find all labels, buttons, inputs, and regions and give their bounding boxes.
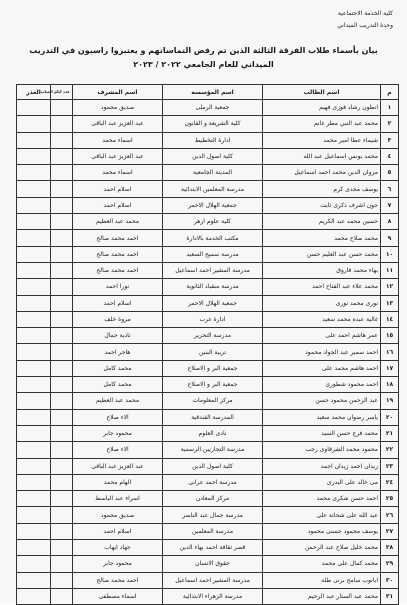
table-row [17,132,399,148]
organization-name: مدرسة المشير احمد اسماعيل [163,572,263,588]
student-name: محمد كمال على محمد [263,556,381,572]
supervisor-name: محمود جابر [73,556,163,572]
student-name: محمد فرج حسن السيد [263,425,381,441]
supervisor-name: محمد عبد العظيم [73,393,163,409]
absence-days-cell [51,165,73,181]
row-number: ١١ [381,262,399,278]
student-name: عبد الرحمن محمود حسن [263,393,381,409]
absence-days-cell [51,377,73,393]
students-table [16,84,399,605]
faculty-name: كلية الخدمة الاجتماعية [337,10,393,17]
row-number: ٢٢ [381,442,399,458]
student-name: احمد سمير عبد الجواد محمود [263,344,381,360]
supervisor-name: محمود جابر [73,425,163,441]
absence-days-cell [51,540,73,556]
organization-name: ادارة التخطيط [163,132,263,148]
organization-name: مدرسة سميح السعيد [163,246,263,262]
organization-name: مدرسة التحرير [163,328,263,344]
table-row [17,474,399,490]
supervisor-name: صديق محمود [73,100,163,116]
excuse-cell [17,230,51,246]
row-number: ١٠ [381,246,399,262]
student-name: يوسف مجدى كرم [263,181,381,197]
organization-name: قصر ثقافة احمد بهاء الدين [163,540,263,556]
excuse-cell [17,132,51,148]
table-row [17,491,399,507]
organization-name: ادارة غرب [163,311,263,327]
row-number: ٢٣ [381,458,399,474]
student-name: شيماء عطا امير محمد [263,132,381,148]
supervisor-name: احمد محمد صالح [73,246,163,262]
organization-name: مدرسة الزهراء الابتدائية [163,588,263,604]
supervisor-name: عبد العزيز عبد الباقى [73,458,163,474]
student-name: نورى محمد نورى [263,295,381,311]
excuse-cell [17,491,51,507]
table-body [17,100,399,605]
student-name: غالية عبده محمد سعيد [263,311,381,327]
table-row [17,197,399,213]
table-row [17,262,399,278]
student-name: محمد صلاح محمد [263,230,381,246]
student-name: حسين محمد عبد الكريم [263,214,381,230]
student-name: محمد حسن عبد العليم حسن [263,246,381,262]
supervisor-name: محمد كامل [73,377,163,393]
absence-days-cell [51,360,73,376]
organization-name: مركز المعلومات [163,393,263,409]
header-absence-days: عدد ايام الغياب [51,85,73,100]
table-row [17,181,399,197]
supervisor-name: اسلام احمد [73,197,163,213]
document-title [10,44,397,72]
excuse-cell [17,295,51,311]
absence-days-cell [51,393,73,409]
organization-name: مركز المعادن [163,491,263,507]
row-number: ١٣ [381,295,399,311]
organization-name: مدرسة احمد عرابى [163,474,263,490]
excuse-cell [17,197,51,213]
row-number: ١٧ [381,360,399,376]
excuse-cell [17,262,51,278]
organization-name: نادى العلوم [163,425,263,441]
student-name: عبد الله على شحاتة على [263,507,381,523]
absence-days-cell [51,556,73,572]
organization-name: جمعية الهلال الاحمر [163,295,263,311]
student-name: عمر هاشم احمد على [263,328,381,344]
absence-days-cell [51,230,73,246]
row-number: ١٦ [381,344,399,360]
absence-days-cell [51,409,73,425]
title-line-1: بيان بأسماء طلاب الفرقة الثالثة الذين تم رفض التماساتهم و يعتبروا راسبون في التدريب [29,46,378,55]
organization-name: مدرسة منقباد الثانوية [163,279,263,295]
row-number: ١٢ [381,279,399,295]
student-name: ياسر رضوان محمد سعيد [263,409,381,425]
absence-days-cell [51,279,73,295]
table-row [17,311,399,327]
organization-name: مكتب الخدمة بالادارة [163,230,263,246]
row-number: ٧ [381,197,399,213]
title-line-2: الميداني للعام الجامعي ٢٠٢٢ / ٢٠٢٣ [133,60,274,69]
row-number: ١٥ [381,328,399,344]
supervisor-name: نورا احمد [73,279,163,295]
excuse-cell [17,116,51,132]
supervisor-name: عبد العزيز عبد الباقى [73,148,163,164]
row-number: ٢٠ [381,409,399,425]
supervisor-name: الاء صلاح [73,442,163,458]
organization-name: مدرسة المعلمين الابتدائية [163,181,263,197]
excuse-cell [17,360,51,376]
header-excuse: العذر [17,85,51,100]
organization-name: المدينة الجامعية [163,165,263,181]
organization-name: المدرسة الفندقية [163,409,263,425]
supervisor-name: محمد كامل [73,360,163,376]
table-row [17,116,399,132]
table-row [17,328,399,344]
excuse-cell [17,572,51,588]
supervisor-name: اسلام احمد [73,181,163,197]
table-row [17,425,399,441]
excuse-cell [17,148,51,164]
organization-name: كلية الشريعة و القانون [163,116,263,132]
student-name: محمد خليل صلاح عبد الرحمن [263,540,381,556]
table-row [17,360,399,376]
student-name: انطون رشاد فوزى فهيم [263,100,381,116]
absence-days-cell [51,132,73,148]
table-row [17,409,399,425]
supervisor-name: اسماء محمد [73,165,163,181]
excuse-cell [17,588,51,604]
excuse-cell [17,246,51,262]
supervisor-name: الهام محمد [73,474,163,490]
table-row [17,165,399,181]
table-row [17,246,399,262]
table-row [17,572,399,588]
row-number: ٢١ [381,425,399,441]
organization-name: مدرسة التجاريين الرسمية [163,442,263,458]
excuse-cell [17,393,51,409]
row-number: ٥ [381,165,399,181]
supervisor-name: احمد محمد صالح [73,230,163,246]
row-number: ١ [381,100,399,116]
table-row [17,507,399,523]
student-name: محمد عبد الستار عبد الرحيم [263,588,381,604]
table-row [17,100,399,116]
student-name: محمد عبد النبي مطر غانم [263,116,381,132]
row-number: ٢ [381,116,399,132]
organization-name: كلية اصول الدين [163,458,263,474]
excuse-cell [17,540,51,556]
student-name: مروان الدين محمد احمد اسماعيل [263,165,381,181]
excuse-cell [17,214,51,230]
table-row [17,458,399,474]
excuse-cell [17,556,51,572]
absence-days-cell [51,572,73,588]
supervisor-name: جهاد ايهاب [73,540,163,556]
absence-days-cell [51,425,73,441]
student-name: جون اشرف ذكرى ثابت [263,197,381,213]
absence-days-cell [51,214,73,230]
supervisor-name: صديق محمود [73,507,163,523]
absence-days-cell [51,295,73,311]
excuse-cell [17,425,51,441]
organization-name: مدرسة المعلمين [163,523,263,539]
table-row [17,377,399,393]
row-number: ٦ [381,181,399,197]
absence-days-cell [51,262,73,278]
excuse-cell [17,474,51,490]
row-number: ٢٨ [381,540,399,556]
student-name: محمد علاء عبد الفتاح احمد [263,279,381,295]
excuse-cell [17,523,51,539]
supervisor-name: الاء صلاح [73,409,163,425]
table-row [17,148,399,164]
student-name: بهاء محمد فاروق [263,262,381,278]
row-number: ٢٧ [381,523,399,539]
table-header-row [17,85,399,100]
table-row [17,523,399,539]
supervisor-name: نادية جمال [73,328,163,344]
organization-name: جمعية الهلال الاحمر [163,197,263,213]
row-number: ٢٩ [381,556,399,572]
row-number: ١٨ [381,377,399,393]
row-number: ٤ [381,148,399,164]
row-number: ٢٥ [381,491,399,507]
table-row [17,540,399,556]
table-row [17,442,399,458]
header-organization: اسم المؤسسه [163,85,263,100]
supervisor-name: اسلام احمد [73,295,163,311]
row-number: ٩ [381,230,399,246]
absence-days-cell [51,507,73,523]
table-row [17,588,399,604]
excuse-cell [17,165,51,181]
excuse-cell [17,442,51,458]
absence-days-cell [51,491,73,507]
student-name: محمد يونس اسماعيل عبد الله [263,148,381,164]
excuse-cell [17,507,51,523]
student-name: زيدان احمد زيدان احمد [263,458,381,474]
supervisor-name: محمد عبد العظيم [73,214,163,230]
excuse-cell [17,311,51,327]
excuse-cell [17,100,51,116]
header-supervisor: اسم المشرف [73,85,163,100]
header-student-name: اسم الطالب [263,85,381,100]
organization-name: حقوق الانسان [163,556,263,572]
absence-days-cell [51,311,73,327]
row-number: ٣١ [381,588,399,604]
excuse-cell [17,458,51,474]
absence-days-cell [51,523,73,539]
table-row [17,393,399,409]
student-name: احمد هاشم محمد على [263,360,381,376]
row-number: ١٩ [381,393,399,409]
supervisor-name: احمد محمد صالح [73,572,163,588]
absence-days-cell [51,328,73,344]
supervisor-name: اسماء مصطفى [73,588,163,604]
excuse-cell [17,279,51,295]
table-row [17,214,399,230]
student-name: احمد محمود شطورى [263,377,381,393]
supervisor-name: عبد العزيز عبد الباقى [73,116,163,132]
row-number: ٣ [381,132,399,148]
organization-name: كلية علوم ازهر [163,214,263,230]
row-number: ٢٦ [381,507,399,523]
faculty-header [337,8,393,32]
table-row [17,556,399,572]
header-num: م [381,85,399,100]
table-row [17,230,399,246]
student-name: ابانوب سامح برنى طلة [263,572,381,588]
absence-days-cell [51,246,73,262]
organization-name: تربية البنين [163,344,263,360]
absence-days-cell [51,588,73,604]
excuse-cell [17,181,51,197]
excuse-cell [17,377,51,393]
absence-days-cell [51,442,73,458]
row-number: ٣٠ [381,572,399,588]
row-number: ١٤ [381,311,399,327]
student-name: محمود محمد الشرقاوى رجب [263,442,381,458]
row-number: ٢٤ [381,474,399,490]
row-number: ٨ [381,214,399,230]
absence-days-cell [51,148,73,164]
supervisor-name: هاجر احمد [73,344,163,360]
organization-name: جمعية البر و الاصلاح [163,377,263,393]
organization-name: جمعية البر و الاصلاح [163,360,263,376]
absence-days-cell [51,197,73,213]
absence-days-cell [51,474,73,490]
supervisor-name: اسماء محمد [73,132,163,148]
absence-days-cell [51,181,73,197]
supervisor-name: احمد محمد صالح [73,262,163,278]
table-row [17,344,399,360]
organization-name: مدرسة المشير احمد اسماعيل [163,262,263,278]
absence-days-cell [51,116,73,132]
table-row [17,295,399,311]
student-name: يوسف محمود حسنى محمود [263,523,381,539]
organization-name: كلية اصول الدين [163,148,263,164]
organization-name: مدرسة جمال عبد الناصر [163,507,263,523]
excuse-cell [17,344,51,360]
absence-days-cell [51,344,73,360]
student-name: احمد حسن شكرى محمد [263,491,381,507]
excuse-cell [17,409,51,425]
unit-name: وحدة التدريب الميداني [337,22,393,29]
student-name: مى خالد على البدرى [263,474,381,490]
absence-days-cell [51,458,73,474]
excuse-cell [17,328,51,344]
organization-name: جمعية الرملى [163,100,263,116]
supervisor-name: مروة خلف [73,311,163,327]
absence-days-cell [51,100,73,116]
supervisor-name: اسلام احمد [73,523,163,539]
supervisor-name: اسراء عبد الباسط [73,491,163,507]
table-row [17,279,399,295]
